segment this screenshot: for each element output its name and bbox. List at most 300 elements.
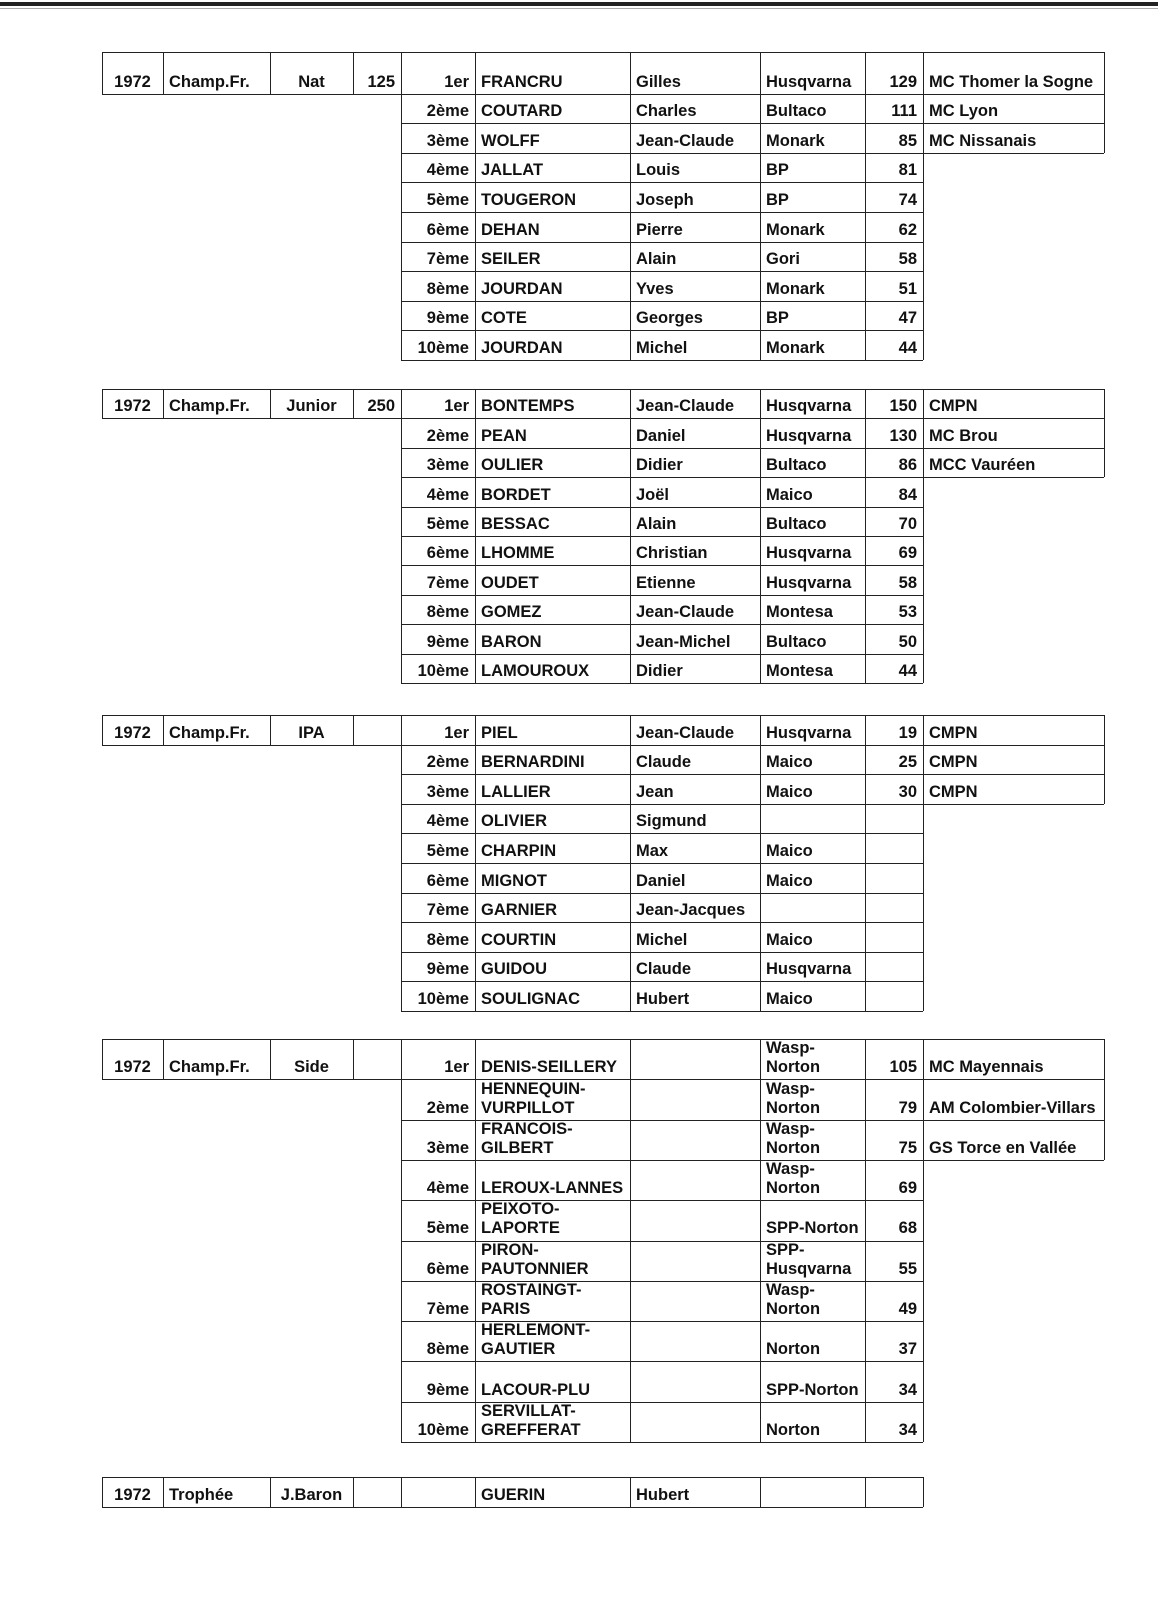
header-type [163, 389, 270, 418]
cell-first [630, 242, 760, 272]
cell-first [630, 1281, 760, 1321]
first-text: Hubert [636, 1485, 690, 1504]
column-line [630, 715, 631, 1011]
cell-club [923, 1079, 1104, 1119]
cell-rank [401, 745, 475, 775]
cell-club [923, 389, 1104, 418]
first-text: Claude [636, 960, 692, 979]
cell-bike [760, 774, 865, 804]
club-text: MCC Vauréen [929, 456, 1036, 475]
category-text: IPA [298, 723, 325, 742]
points-text: 19 [898, 723, 917, 742]
year-text: 1972 [114, 1058, 151, 1077]
column-line [865, 52, 866, 360]
rank-text: 3ème [426, 1138, 469, 1157]
cell-points [865, 893, 923, 923]
row-line [401, 745, 1104, 746]
first-text: Jean-Claude [636, 397, 735, 416]
bike-text: Monark [766, 279, 825, 298]
row-line [401, 1160, 1104, 1161]
bike-text: Husqvarna [766, 723, 852, 742]
header-class [353, 389, 401, 418]
row-line [401, 863, 923, 864]
bike-text: Norton [766, 1340, 821, 1359]
points-text: 25 [898, 753, 917, 772]
column-line [475, 389, 476, 683]
row-line [401, 952, 923, 953]
cell-rank [401, 595, 475, 624]
rank-text: 2ème [426, 1098, 469, 1117]
bike-text: Wasp-Norton [766, 1079, 821, 1117]
row-line [401, 1442, 923, 1443]
cell-name [475, 1321, 630, 1361]
header-type [163, 1039, 270, 1079]
rank-text: 5ème [426, 841, 469, 860]
column-line [1104, 715, 1105, 804]
cell-bike [760, 833, 865, 863]
bike-text: Maico [766, 485, 813, 504]
cell-bike [760, 804, 865, 834]
points-text: 34 [898, 1420, 917, 1439]
cell-points [865, 448, 923, 477]
cell-first [630, 301, 760, 331]
cell-bike [760, 301, 865, 331]
cell-rank [401, 715, 475, 745]
cell-club [923, 448, 1104, 477]
cell-name [475, 389, 630, 418]
cell-bike [760, 212, 865, 242]
cell-bike [760, 745, 865, 775]
cell-bike [760, 52, 865, 94]
rank-text: 5ème [426, 1219, 469, 1238]
column-line [923, 715, 924, 1011]
cell-first [630, 1160, 760, 1200]
rank-text: 9ème [426, 632, 469, 651]
category-text: Side [294, 1058, 329, 1077]
row-line [102, 1079, 401, 1080]
row-line [401, 1402, 923, 1403]
column-line [401, 1039, 402, 1442]
header-year [102, 389, 163, 418]
name-text: HENNEQUIN-VURPILLOT [481, 1079, 586, 1117]
cell-bike [760, 1200, 865, 1240]
header-year [102, 1039, 163, 1079]
year-text: 1972 [114, 1485, 151, 1504]
row-line [401, 536, 923, 537]
cell-bike [760, 624, 865, 653]
first-text: Hubert [636, 989, 690, 1008]
cell-first [630, 624, 760, 653]
cell-rank [401, 981, 475, 1011]
rank-text: 10ème [417, 1420, 469, 1439]
row-line [401, 301, 923, 302]
cell-club [923, 1120, 1104, 1160]
cell-name [475, 1361, 630, 1401]
row-line [401, 507, 923, 508]
cell-bike [760, 536, 865, 565]
cell-first [630, 1200, 760, 1240]
bike-text: Maico [766, 753, 813, 772]
class-text: 125 [367, 72, 395, 91]
cell-rank [401, 774, 475, 804]
cell-name [475, 271, 630, 301]
rank-text: 7ème [426, 250, 469, 269]
header-year [102, 52, 163, 94]
row-line [401, 1011, 923, 1012]
cell-points [865, 242, 923, 272]
cell-rank [401, 94, 475, 124]
cell-points [865, 863, 923, 893]
column-line [163, 1477, 164, 1507]
cell-name [475, 1160, 630, 1200]
cell-bike [760, 153, 865, 183]
cell-first [630, 389, 760, 418]
header-class [353, 1477, 401, 1507]
name-text: BARON [481, 632, 542, 651]
cell-points [865, 330, 923, 360]
points-text: 74 [898, 190, 917, 209]
club-text: MC Lyon [929, 102, 999, 121]
club-text: GS Torce en Vallée [929, 1138, 1077, 1157]
name-text: PEAN [481, 426, 527, 445]
row-line [401, 448, 1104, 449]
name-text: DENIS-SEILLERY [481, 1058, 617, 1077]
cell-points [865, 1120, 923, 1160]
points-text: 69 [898, 544, 917, 563]
cell-bike [760, 981, 865, 1011]
club-text: MC Mayennais [929, 1058, 1044, 1077]
bike-text: Maico [766, 841, 813, 860]
row-line [401, 1241, 923, 1242]
row-line [401, 477, 1104, 478]
cell-name [475, 1402, 630, 1442]
cell-rank [401, 123, 475, 153]
club-text: MC Brou [929, 426, 998, 445]
cell-name [475, 981, 630, 1011]
name-text: GUIDOU [481, 960, 547, 979]
column-line [760, 389, 761, 683]
cell-name [475, 536, 630, 565]
cell-bike [760, 123, 865, 153]
row-line [401, 94, 1104, 95]
bike-text: Monark [766, 220, 825, 239]
category-text: Junior [286, 397, 337, 416]
column-line [401, 715, 402, 1011]
row-line [401, 922, 923, 923]
first-text: Jean [636, 782, 674, 801]
column-line [353, 52, 354, 94]
column-line [163, 52, 164, 94]
cell-rank [401, 654, 475, 683]
cell-bike [760, 1477, 865, 1507]
bike-text: Monark [766, 131, 825, 150]
cell-name [475, 745, 630, 775]
cell-points [865, 624, 923, 653]
bike-text: SPP-Norton [766, 1219, 859, 1238]
row-line [401, 893, 923, 894]
cell-points [865, 418, 923, 447]
cell-first [630, 833, 760, 863]
first-text: Max [636, 841, 669, 860]
bike-text: Husqvarna [766, 544, 852, 563]
name-text: BONTEMPS [481, 397, 575, 416]
cell-points [865, 922, 923, 952]
cell-bike [760, 1039, 865, 1079]
cell-name [475, 565, 630, 594]
cell-first [630, 595, 760, 624]
name-text: JOURDAN [481, 338, 563, 357]
rank-text: 3ème [426, 782, 469, 801]
row-line [401, 212, 923, 213]
column-line [102, 715, 103, 745]
bike-text: BP [766, 161, 789, 180]
row-line [102, 715, 1104, 716]
category-text: J.Baron [280, 1485, 343, 1504]
column-line [1104, 52, 1105, 153]
row-line [401, 833, 923, 834]
cell-name [475, 624, 630, 653]
cell-rank [401, 1281, 475, 1321]
cell-points [865, 301, 923, 331]
row-line [401, 418, 1104, 419]
points-text: 79 [898, 1098, 917, 1117]
cell-rank [401, 1402, 475, 1442]
name-text: TOUGERON [481, 190, 577, 209]
row-line [102, 52, 1104, 53]
rank-text: 3ème [426, 456, 469, 475]
column-line [923, 52, 924, 360]
rank-text: 2ème [426, 426, 469, 445]
rank-text: 10ème [417, 338, 469, 357]
cell-bike [760, 418, 865, 447]
points-text: 30 [898, 782, 917, 801]
first-text: Jean-Claude [636, 723, 735, 742]
column-line [163, 715, 164, 745]
bike-text: Husqvarna [766, 72, 852, 91]
bike-text: BP [766, 190, 789, 209]
first-text: Louis [636, 161, 680, 180]
cell-bike [760, 1361, 865, 1401]
cell-name [475, 301, 630, 331]
bike-text: Bultaco [766, 456, 827, 475]
cell-first [630, 94, 760, 124]
name-text: FRANCOIS-GILBERT [481, 1119, 573, 1157]
cell-first [630, 1120, 760, 1160]
rank-text: 8ème [426, 1340, 469, 1359]
first-text: Jean-Michel [636, 632, 731, 651]
rank-text: 10ème [417, 661, 469, 680]
first-text: Michel [636, 338, 688, 357]
column-line [760, 52, 761, 360]
cell-rank [401, 1079, 475, 1119]
bike-text: Maico [766, 989, 813, 1008]
cell-bike [760, 242, 865, 272]
cell-name [475, 595, 630, 624]
cell-points [865, 595, 923, 624]
name-text: OUDET [481, 573, 539, 592]
year-text: 1972 [114, 723, 151, 742]
first-text: Jean-Claude [636, 131, 735, 150]
cell-first [630, 565, 760, 594]
header-type [163, 52, 270, 94]
cell-rank [401, 507, 475, 536]
column-line [270, 52, 271, 94]
cell-bike [760, 389, 865, 418]
bike-text: Bultaco [766, 632, 827, 651]
rank-text: 6ème [426, 220, 469, 239]
bike-text: Maico [766, 930, 813, 949]
row-line [401, 123, 1104, 124]
name-text: CHARPIN [481, 841, 557, 860]
cell-club [923, 1039, 1104, 1079]
cell-rank [401, 1321, 475, 1361]
cell-rank [401, 418, 475, 447]
name-text: SEILER [481, 250, 541, 269]
name-text: OULIER [481, 456, 544, 475]
cell-club [923, 774, 1104, 804]
row-line [102, 1039, 1104, 1040]
column-line [270, 715, 271, 745]
cell-name [475, 893, 630, 923]
header-category [270, 52, 353, 94]
name-text: DEHAN [481, 220, 540, 239]
column-line [1104, 389, 1105, 477]
cell-name [475, 1241, 630, 1281]
cell-bike [760, 182, 865, 212]
cell-points [865, 654, 923, 683]
bike-text: Wasp-Norton [766, 1039, 821, 1077]
type-text: Champ.Fr. [169, 1058, 250, 1077]
column-line [475, 52, 476, 360]
cell-name [475, 654, 630, 683]
bike-text: Wasp-Norton [766, 1119, 821, 1157]
cell-first [630, 654, 760, 683]
row-line [401, 683, 923, 684]
bike-text: Maico [766, 782, 813, 801]
bike-text: Gori [766, 250, 800, 269]
rank-text: 4ème [426, 161, 469, 180]
column-line [102, 52, 103, 94]
cell-points [865, 182, 923, 212]
points-text: 68 [898, 1219, 917, 1238]
points-text: 70 [898, 514, 917, 533]
rank-text: 7ème [426, 1300, 469, 1319]
bike-text: Wasp-Norton [766, 1281, 821, 1319]
first-text: Yves [636, 279, 674, 298]
column-line [760, 1039, 761, 1442]
column-line [102, 389, 103, 418]
cell-name [475, 833, 630, 863]
bike-text: SPP-Husqvarna [766, 1240, 852, 1278]
cell-first [630, 153, 760, 183]
cell-points [865, 94, 923, 124]
name-text: PIEL [481, 723, 518, 742]
column-line [475, 1039, 476, 1442]
points-text: 49 [898, 1300, 917, 1319]
points-text: 69 [898, 1179, 917, 1198]
rank-text: 9ème [426, 1380, 469, 1399]
rank-text: 2ème [426, 102, 469, 121]
rank-text: 1er [444, 72, 469, 91]
cell-name [475, 507, 630, 536]
cell-rank [401, 893, 475, 923]
row-line [401, 1200, 923, 1201]
club-text: CMPN [929, 782, 978, 801]
column-line [923, 389, 924, 683]
year-text: 1972 [114, 397, 151, 416]
column-line [401, 52, 402, 360]
cell-points [865, 565, 923, 594]
name-text: ROSTAINGT-PARIS [481, 1281, 582, 1319]
cell-rank [401, 242, 475, 272]
cell-rank [401, 477, 475, 506]
bike-text: Husqvarna [766, 960, 852, 979]
cell-first [630, 182, 760, 212]
row-line [401, 153, 1104, 154]
cell-points [865, 477, 923, 506]
column-line [865, 715, 866, 1011]
rank-text: 7ème [426, 573, 469, 592]
cell-bike [760, 893, 865, 923]
cell-bike [760, 863, 865, 893]
first-text: Charles [636, 102, 697, 121]
bike-text: Montesa [766, 603, 833, 622]
club-text: MC Nissanais [929, 131, 1037, 150]
cell-club [923, 745, 1104, 775]
cell-name [475, 182, 630, 212]
header-class [353, 1039, 401, 1079]
first-text: Jean-Claude [636, 603, 735, 622]
first-text: Alain [636, 514, 677, 533]
row-line [401, 565, 923, 566]
row-line [102, 1477, 923, 1478]
cell-points [865, 952, 923, 982]
name-text: GARNIER [481, 901, 558, 920]
points-text: 47 [898, 309, 917, 328]
rank-text: 6ème [426, 1259, 469, 1278]
cell-name [475, 1120, 630, 1160]
points-text: 50 [898, 632, 917, 651]
row-line [102, 418, 401, 419]
cell-name [475, 774, 630, 804]
cell-bike [760, 1160, 865, 1200]
row-line [401, 595, 923, 596]
row-line [401, 1120, 1104, 1121]
column-line [923, 1477, 924, 1507]
cell-points [865, 507, 923, 536]
points-text: 34 [898, 1380, 917, 1399]
cell-bike [760, 715, 865, 745]
cell-rank [401, 565, 475, 594]
rank-text: 2ème [426, 753, 469, 772]
name-text: BORDET [481, 485, 551, 504]
type-text: Champ.Fr. [169, 72, 250, 91]
column-line [1104, 1039, 1105, 1160]
cell-points [865, 1039, 923, 1079]
rank-text: 1er [444, 397, 469, 416]
cell-bike [760, 565, 865, 594]
bike-text: Monark [766, 338, 825, 357]
cell-first [630, 418, 760, 447]
cell-points [865, 153, 923, 183]
cell-name [475, 418, 630, 447]
cell-first [630, 1039, 760, 1079]
top-border-line-thin [0, 8, 1158, 9]
column-line [630, 1039, 631, 1442]
cell-bike [760, 507, 865, 536]
name-text: COURTIN [481, 930, 557, 949]
name-text: GUERIN [481, 1485, 546, 1504]
